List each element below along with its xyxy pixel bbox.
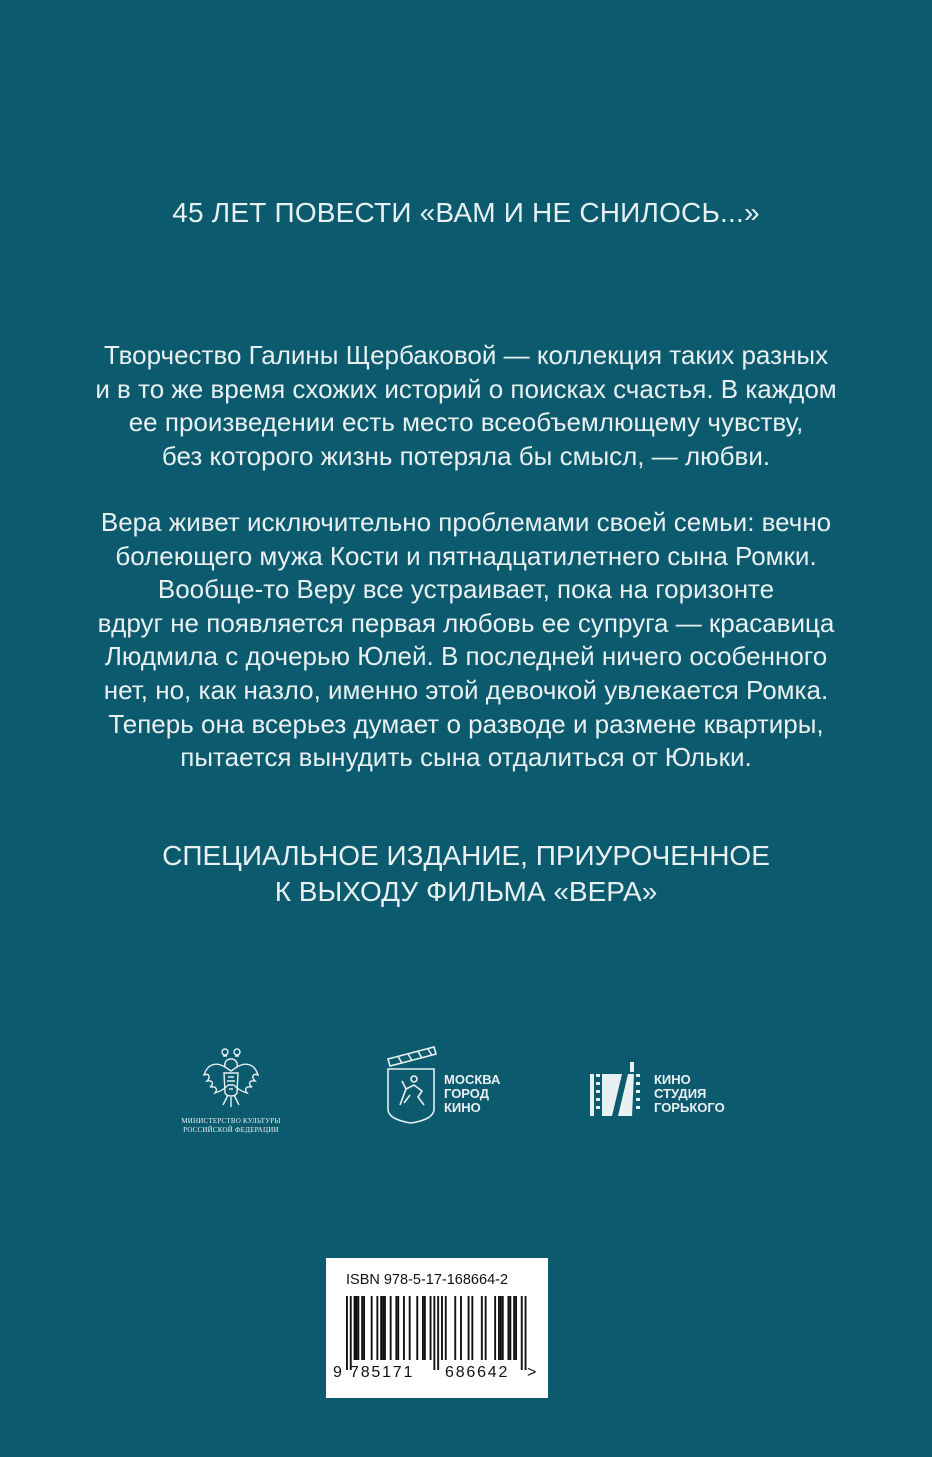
barcode-bar	[441, 1296, 443, 1360]
barcode-bar	[454, 1296, 456, 1360]
barcode-bar	[460, 1296, 462, 1360]
barcode-bar	[500, 1296, 502, 1360]
ministry-line: РОССИЙСКОЙ ФЕДЕРАЦИИ	[183, 1126, 279, 1134]
intro-paragraph	[0, 339, 932, 473]
barcode-bar	[354, 1296, 356, 1360]
barcode-bar	[494, 1296, 496, 1360]
ministry-line: МИНИСТЕРСТВО КУЛЬТУРЫ	[181, 1117, 281, 1125]
synopsis-line: Вообще-то Веру все устраивает, пока на горизонте	[157, 574, 775, 605]
synopsis-line: Теперь она всерьез думает о разводе и размене квартиры,	[108, 708, 824, 739]
barcode-bar	[356, 1296, 358, 1360]
barcode-bar	[390, 1296, 392, 1360]
barcode-guard-bar	[437, 1296, 439, 1370]
barcode-bar	[357, 1296, 359, 1360]
anniversary-headline: 45 ЛЕТ ПОВЕСТИ «ВАМ И НЕ СНИЛОСЬ...»	[172, 197, 760, 228]
intro-line: Творчество Галины Щербаковой — коллекция таких разных	[103, 340, 829, 370]
gorky-line: ГОРЬКОГО	[654, 1100, 725, 1115]
barcode-bar	[422, 1296, 424, 1360]
synopsis-line: вдруг не появляется первая любовь ее супруга — красавица	[97, 607, 835, 638]
barcode-bar	[382, 1296, 384, 1360]
barcode-guard-bar	[350, 1296, 352, 1370]
barcode-bar	[498, 1296, 500, 1360]
isbn-barcode	[326, 1258, 548, 1398]
barcode-guard-bar	[525, 1296, 527, 1370]
barcode-bar	[363, 1296, 365, 1360]
intro-line: без которого жизнь потеряла бы смысл, — любви.	[161, 440, 771, 471]
ministry-of-culture-logo	[176, 1045, 286, 1135]
barcode-bar	[468, 1296, 470, 1360]
barcode-bar	[515, 1296, 517, 1360]
barcode-bar	[376, 1296, 378, 1360]
moscow-logo-text	[444, 1073, 500, 1115]
moscow-clapperboard-icon	[384, 1045, 440, 1125]
barcode-guard-bar	[433, 1296, 435, 1370]
synopsis-line: болеющего мужа Кости и пятнадцатилетнего сына Ромки.	[115, 540, 817, 571]
synopsis-line: Вера живет исключительно проблемами своей семьи: вечно	[100, 507, 832, 537]
intro-line: и в то же время схожих историй о поисках счастья. В каждом	[95, 373, 837, 404]
gorky-line: СТУДИЯ	[654, 1086, 707, 1101]
barcode-bar	[481, 1296, 483, 1360]
gorky-logo-text	[654, 1073, 725, 1115]
barcode-bar	[485, 1296, 487, 1360]
barcode-bar	[424, 1296, 426, 1360]
russian-eagle-emblem-icon	[201, 1045, 261, 1115]
barcode-left-digits: 785171	[350, 1364, 415, 1381]
moscow-line: ГОРОД	[444, 1086, 490, 1101]
intro-line: ее произведении есть место всеобъемлющему чувству,	[128, 407, 804, 438]
barcode-guard-bar	[346, 1296, 348, 1370]
barcode-bar	[397, 1296, 399, 1360]
barcode-bar	[380, 1296, 382, 1360]
barcode-bar	[508, 1296, 510, 1360]
barcode-bar	[371, 1296, 373, 1360]
barcode-bar	[430, 1296, 432, 1360]
synopsis-line: нет, но, как назло, именно этой девочкой увлекается Ромка.	[103, 674, 829, 705]
special-edition-line: СПЕЦИАЛЬНОЕ ИЗДАНИЕ, ПРИУРОЧЕННОЕ	[162, 840, 770, 871]
barcode-bar	[513, 1296, 515, 1360]
barcode-quiet-marker: >	[527, 1364, 537, 1381]
moscow-line: КИНО	[444, 1100, 481, 1115]
barcode-first-digit: 9	[333, 1364, 342, 1381]
barcode-bar	[395, 1296, 397, 1360]
barcode-bar	[471, 1296, 473, 1360]
synopsis-line: пытается вынудить сына отдалиться от Юльки.	[180, 742, 752, 773]
synopsis-paragraph	[0, 506, 932, 775]
barcode-bar	[384, 1296, 386, 1360]
barcode-bar	[416, 1296, 418, 1360]
barcode-guard-bar	[521, 1296, 523, 1370]
moscow-line: МОСКВА	[444, 1072, 501, 1087]
isbn-label: ISBN 978-5-17-168664-2	[346, 1272, 509, 1288]
gorky-line: КИНО	[654, 1072, 691, 1087]
barcode-bar	[409, 1296, 411, 1360]
special-edition-line: К ВЫХОДУ ФИЛЬМА «ВЕРА»	[274, 876, 658, 907]
barcode-right-digits: 686642	[445, 1364, 510, 1381]
barcode-bar	[509, 1296, 511, 1360]
barcode-graphic	[326, 1258, 548, 1398]
film-strip-road-icon	[588, 1060, 644, 1120]
ministry-text	[176, 1117, 286, 1135]
barcode-bar	[445, 1296, 447, 1360]
special-edition-note	[0, 838, 932, 910]
synopsis-line: Людмила с дочерью Юлей. В последней ничего особенного	[104, 641, 828, 672]
barcode-bar	[502, 1296, 504, 1360]
barcode-bar	[403, 1296, 405, 1360]
barcode-bar	[361, 1296, 363, 1360]
